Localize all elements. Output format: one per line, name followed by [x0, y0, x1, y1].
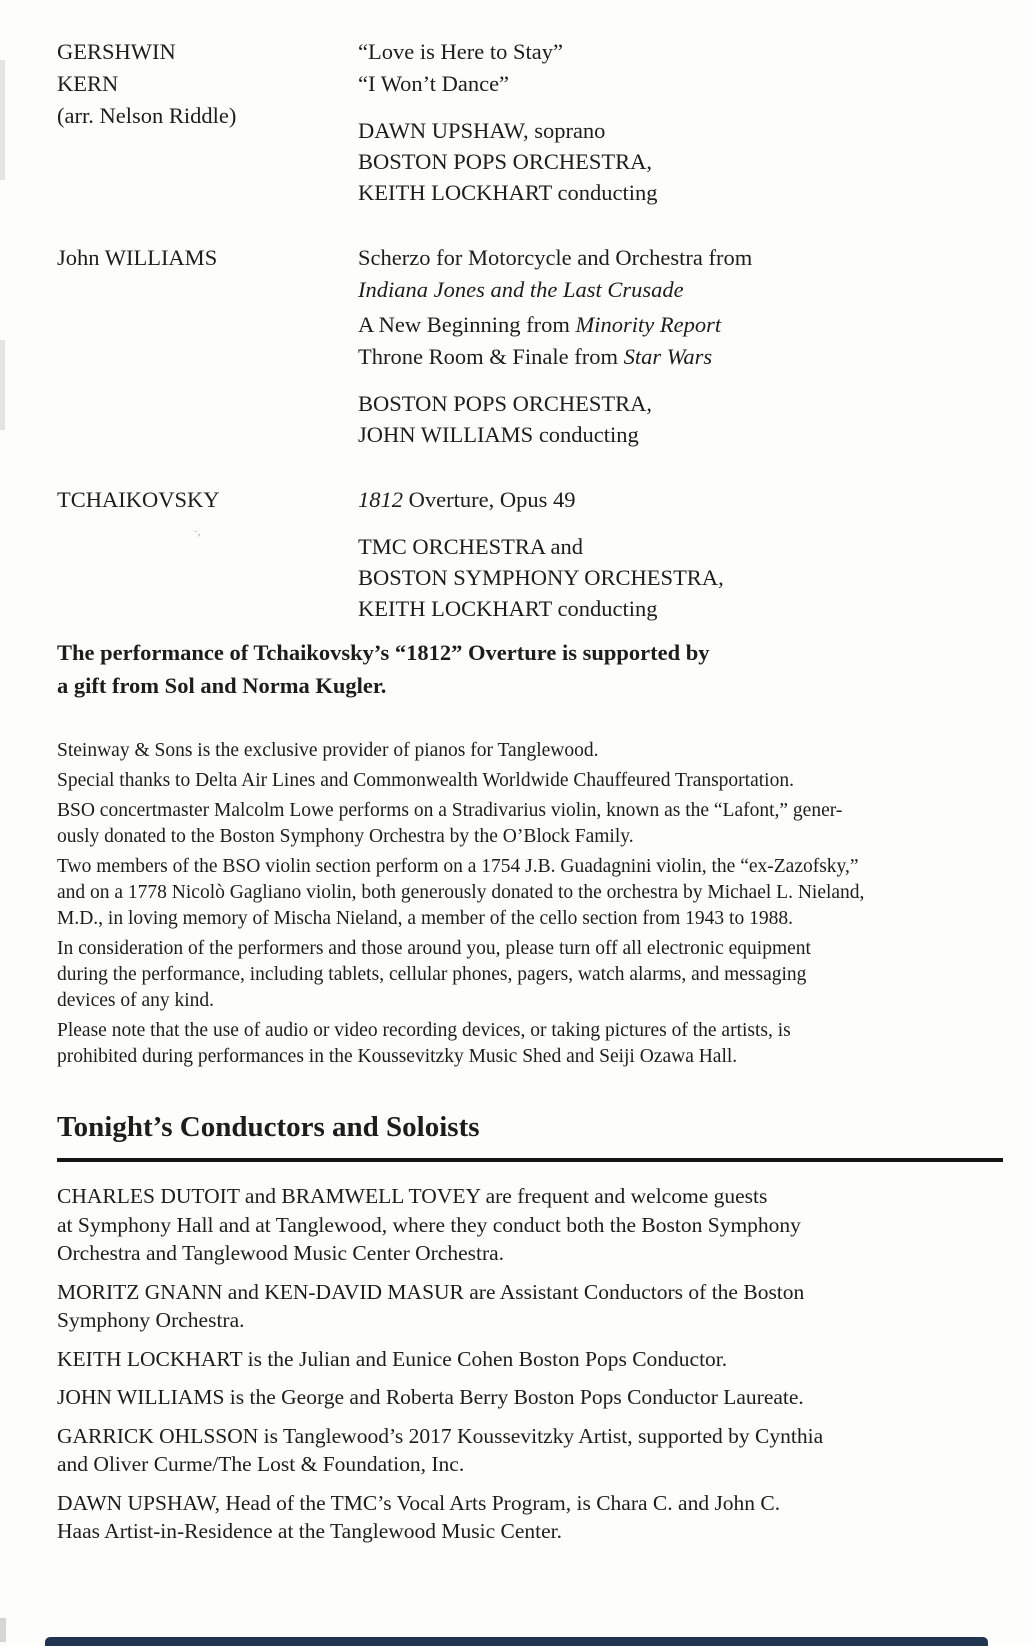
scan-speck: ·,: [194, 526, 201, 538]
works-column: [358, 242, 1003, 450]
composer-column: [57, 242, 358, 450]
scan-artifact: [0, 340, 5, 430]
performers-block: [358, 388, 1003, 450]
bio-gnann-masur: MORITZ GNANN and KEN-DAVID MASUR are Assistant Conductors of the Boston Symphony Orchestra.: [57, 1279, 805, 1332]
performer-line: TMC ORCHESTRA and: [358, 534, 584, 559]
works-column: [358, 36, 1003, 208]
work-title: “Love is Here to Stay”: [358, 39, 563, 64]
work-title: A New Beginning from Minority Report: [358, 312, 722, 337]
performer-line: DAWN UPSHAW, soprano: [358, 118, 606, 143]
work-title: Indiana Jones and the Last Crusade: [358, 277, 684, 302]
program-section-gershwin-kern: [57, 36, 1003, 208]
composer-name: KERN: [57, 71, 119, 96]
composer-name: TCHAIKOVSKY: [57, 487, 220, 512]
work-title: Scherzo for Motorcycle and Orchestra from: [358, 245, 753, 270]
support-note: The performance of Tchaikovsky’s “1812” Overture is supported by a gift from Sol and Norma Kugler.: [57, 640, 710, 698]
scan-artifact: [0, 1618, 6, 1642]
note-steinway: Steinway & Sons is the exclusive provider of pianos for Tanglewood.: [57, 740, 599, 761]
heading-rule: [57, 1158, 1003, 1162]
conductor-bios: [57, 1182, 1003, 1546]
work-title: Throne Room & Finale from Star Wars: [358, 344, 713, 369]
performers-block: [358, 115, 1003, 208]
composer-name: GERSHWIN: [57, 39, 176, 64]
scan-artifact: [0, 60, 5, 180]
performer-line: BOSTON POPS ORCHESTRA,: [358, 391, 653, 416]
bio-williams: JOHN WILLIAMS is the George and Roberta Berry Boston Pops Conductor Laureate.: [57, 1385, 804, 1409]
work-title: 1812 Overture, Opus 49: [358, 487, 576, 512]
note-electronic-devices: In consideration of the performers and those around you, please turn off all electronic equipment during the performance, including tablets, cellular phones, pagers, watch alarms, and messaging devices of any kind.: [57, 938, 811, 1011]
note-recording-policy: Please note that the use of audio or video recording devices, or taking pictures of the artists, is prohibited during performances in the Koussevitzky Music Shed and Seiji Ozawa Hall.: [57, 1020, 791, 1067]
page-content: [57, 36, 1003, 1556]
performer-line: BOSTON POPS ORCHESTRA,: [358, 149, 653, 174]
footer-bar: [45, 1637, 988, 1646]
performer-line: KEITH LOCKHART conducting: [358, 596, 658, 621]
bio-upshaw: DAWN UPSHAW, Head of the TMC’s Vocal Arts Program, is Chara C. and John C. Haas Artist-in-Residence at the Tanglewood Music Center.: [57, 1490, 781, 1543]
note-violin-section: Two members of the BSO violin section perform on a 1754 J.B. Guadagnini violin, the “ex-Zazofsky,” and on a 1778 Nicolò Gagliano violin, both generously donated to the orchestra by Michael L. Nieland, M.D., in loving memory of Mischa Nieland, a member of the cello section from 1943 to 1988.: [57, 856, 865, 929]
performer-line: KEITH LOCKHART conducting: [358, 180, 658, 205]
work-title: “I Won’t Dance”: [358, 71, 510, 96]
program-section-tchaikovsky: [57, 484, 1003, 624]
section-heading: Tonight’s Conductors and Soloists: [57, 1111, 480, 1143]
performer-line: JOHN WILLIAMS conducting: [358, 422, 639, 447]
note-special-thanks: Special thanks to Delta Air Lines and Commonwealth Worldwide Chauffeured Transportation.: [57, 770, 794, 791]
composer-column: [57, 484, 358, 624]
bio-ohlsson: GARRICK OHLSSON is Tanglewood’s 2017 Koussevitzky Artist, supported by Cynthia and Oliver Curme/The Lost & Foundation, Inc.: [57, 1423, 824, 1476]
works-column: [358, 484, 1003, 624]
program-section-williams: [57, 242, 1003, 450]
note-concertmaster-violin: BSO concertmaster Malcolm Lowe performs on a Stradivarius violin, known as the “Lafont,” gener- ously donated to the Boston Symphony Orchestra by the O’Block Family.: [57, 800, 843, 847]
bio-lockhart: KEITH LOCKHART is the Julian and Eunice Cohen Boston Pops Conductor.: [57, 1346, 728, 1371]
performer-line: BOSTON SYMPHONY ORCHESTRA,: [358, 565, 724, 590]
composer-column: [57, 36, 358, 208]
composer-name: John WILLIAMS: [57, 245, 218, 270]
bio-dutoit-tovey: CHARLES DUTOIT and BRAMWELL TOVEY are frequent and welcome guests at Symphony Hall and at Tanglewood, where they conduct both the Boston Symphony Orchestra and Tanglewood Music Center Orchestra.: [57, 1184, 801, 1265]
performers-block: [358, 531, 1003, 624]
program-notes: [57, 738, 1003, 1070]
arranger-credit: (arr. Nelson Riddle): [57, 103, 237, 128]
